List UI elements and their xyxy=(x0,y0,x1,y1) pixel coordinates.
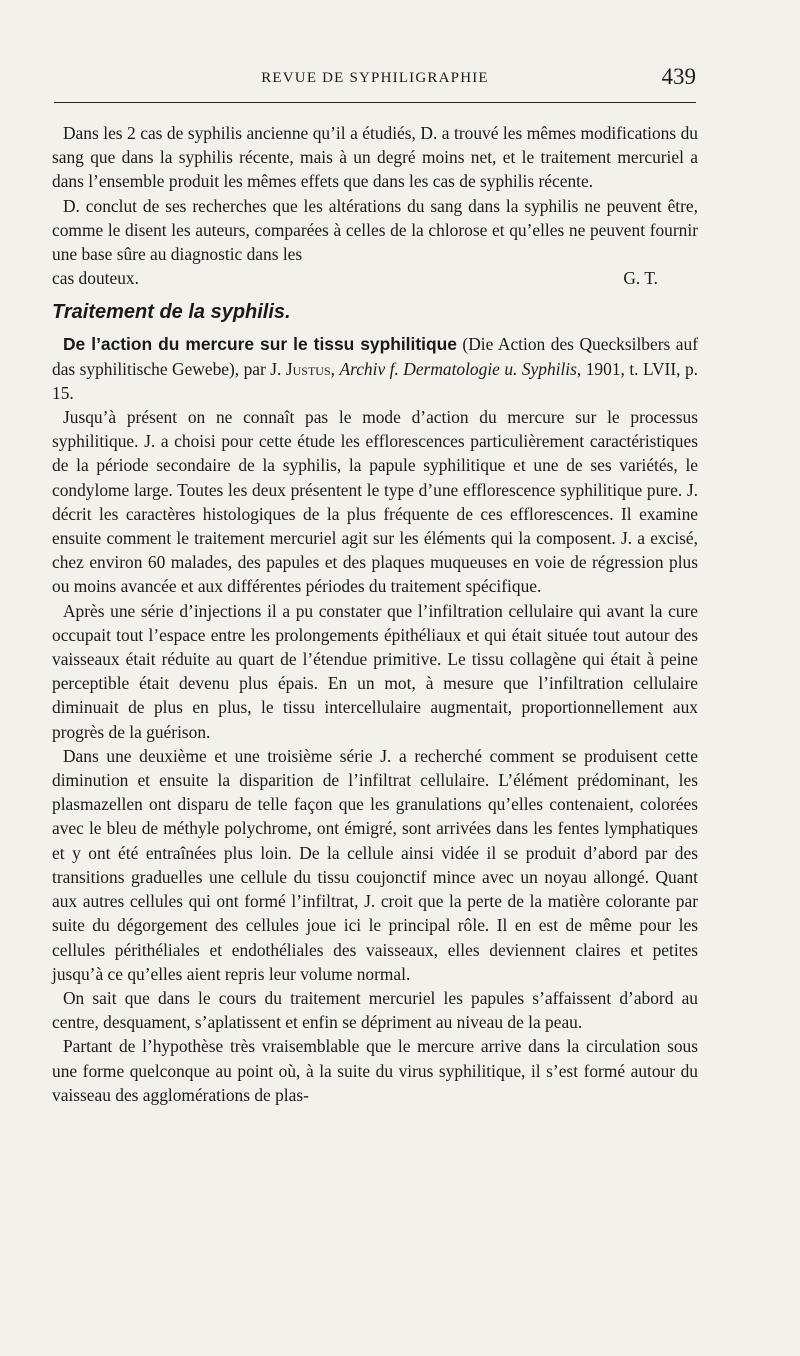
article-ref-part-2: , xyxy=(330,358,340,379)
intro-paragraph-2-end: cas douteux. xyxy=(52,268,139,289)
running-head xyxy=(54,64,696,94)
signature-line xyxy=(52,266,698,290)
article-reference xyxy=(52,332,698,405)
article-ref-part-3: , 1901, t. LVII, p. 15. xyxy=(52,358,698,403)
body-text xyxy=(52,121,698,1107)
article-ref-part-1: (Die Action des Quecksilbers auf das syphilitische Gewebe), par J. xyxy=(52,334,698,379)
author-signature: G. T. xyxy=(623,268,658,289)
header-rule xyxy=(54,102,696,103)
body-paragraph-5: Partant de l’hypothèse très vraisemblable que le mercure arrive dans la circulation sous une forme quelconque au point où, à la suite du virus syphilitique, il s’est formé autour du vaisseau des agglomérations de plas- xyxy=(52,1036,698,1105)
page-number: 439 xyxy=(661,64,696,89)
body-paragraph-1: Jusqu’à présent on ne connaît pas le mode d’action du mercure sur le processus syphilitique. J. a choisi pour cette étude les efflorescences particulièrement caractéristiques de la période secondaire de la syphilis, la papule syphilitique et une de ses variétés, le condylome large. Toutes les deux présentent le type d’une efflorescence syphilitique pure. J. décrit les caractères histologiques de la plus fréquente de ces efflorescences. Il examine ensuite comment le traitement mercuriel agit sur les éléments qui la composent. J. a excisé, chez environ 60 malades, des papules et des plaques muqueuses en voie de régression plus ou moins avancée et aux différentes périodes du traitement spécifique. xyxy=(52,407,698,597)
body-paragraph-4: On sait que dans le cours du traitement mercuriel les papules s’affaissent d’abord au centre, desquament, s’aplatissent et enfin se dépriment au niveau de la peau. xyxy=(52,987,698,1033)
article-author: Justus xyxy=(285,358,331,379)
body-paragraph-3: Dans une deuxième et une troisième série J. a recherché comment se produisent cette diminution et ensuite la disparition de l’infiltrat cellulaire. L’élément prédominant, les plasmazellen ont disparu de telle façon que les granulations qu’elles contenaient, colorées avec le bleu de méthyle polychrome, ont émigré, sont arrivées dans les fentes lymphatiques et y ont été entraînées plus loin. De la cellule ainsi vidée il se produit d’abord par des transitions graduelles une cellule du tissu coujonctif mince avec un noyau allongé. Quant aux autres cellules qui ont formé l’infiltrat, J. croit que la perte de la matière colorante par suite du dégorgement des cellules joue ici le principal rôle. Il en est de même pour les cellules périthéliales et endothéliales des vaisseaux, elles deviennent claires et petites jusqu’à ce qu’elles aient repris leur volume normal. xyxy=(52,745,698,984)
body-paragraph-2: Après une série d’injections il a pu constater que l’infiltration cellulaire qui avant la cure occupait tout l’espace entre les prolongements épithéliaux et qui était située tout autour des vaisseaux était réduite au quart de l’étendue primitive. Le tissu collagène qui était à peine perceptible était devenu plus épais. En un mot, à mesure que l’infiltration cellulaire diminuait de plus en plus, le tissu intercellulaire augmentait, proportionnellement aux progrès de la guérison. xyxy=(52,600,698,742)
section-heading: Traitement de la syphilis. xyxy=(52,301,291,324)
article-title: De l’action du mercure sur le tissu syphilitique xyxy=(63,334,457,355)
running-title: REVUE DE SYPHILIGRAPHIE xyxy=(261,70,489,86)
intro-paragraph-2: D. conclut de ses recherches que les altérations du sang dans la syphilis ne peuvent être, comme le disent les auteurs, comparées à celles de la chlorose et qu’elles ne peuvent fournir une base sûre au diagnostic dans les xyxy=(52,195,698,265)
intro-paragraph-1: Dans les 2 cas de syphilis ancienne qu’il a étudiés, D. a trouvé les mêmes modifications du sang que dans la syphilis récente, mais à un degré moins net, et le traitement mercuriel a dans l’ensemble produit les mêmes effets que dans les cas de syphilis récente. xyxy=(52,123,698,192)
article-journal: Archiv f. Dermatologie u. Syphilis xyxy=(339,358,577,379)
